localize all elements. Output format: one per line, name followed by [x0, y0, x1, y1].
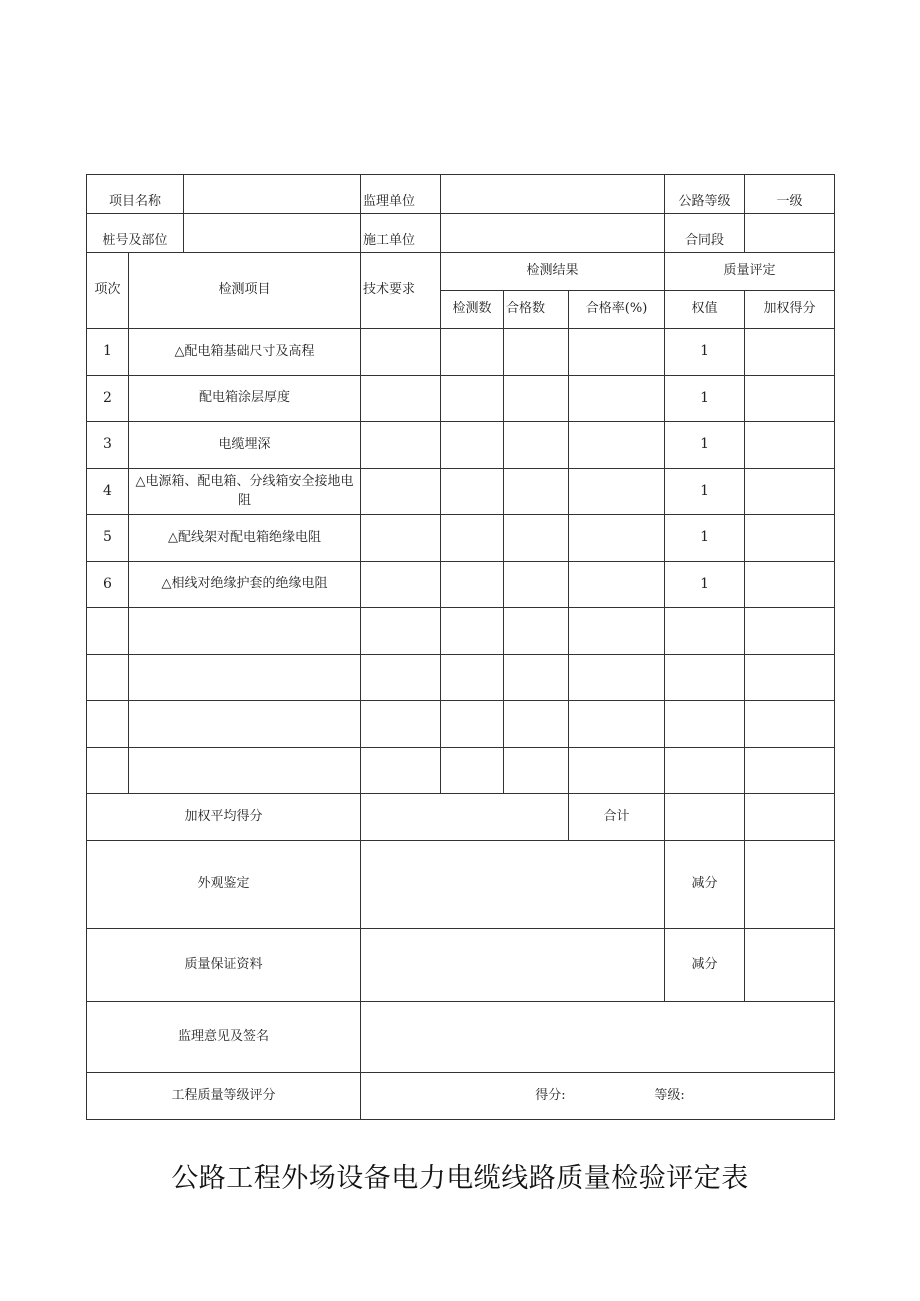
weighted-avg-label: 加权平均得分 — [87, 794, 361, 841]
col-quality-eval: 质量评定 — [665, 253, 835, 291]
weight-cell: 1 — [665, 515, 745, 562]
grade-eval-label: 工程质量等级评分 — [87, 1073, 361, 1120]
weighted-average-row — [87, 794, 835, 841]
contract-section-label: 合同段 — [665, 214, 745, 253]
checked-count-cell[interactable] — [441, 562, 504, 608]
empty-row — [87, 748, 835, 794]
empty-row — [87, 655, 835, 701]
qa-docs-row — [87, 929, 835, 1002]
passed-count-cell[interactable] — [504, 469, 569, 515]
table-row — [87, 376, 835, 422]
grade-eval-field[interactable] — [361, 1073, 835, 1120]
empty-row — [87, 608, 835, 655]
pass-rate-cell[interactable] — [569, 469, 665, 515]
appearance-row — [87, 841, 835, 929]
contract-section-field[interactable] — [745, 214, 835, 253]
weighted-score-cell[interactable] — [745, 562, 835, 608]
deduction-label: 减分 — [665, 929, 745, 1002]
deduction-field[interactable] — [745, 841, 835, 929]
total-label: 合计 — [569, 794, 665, 841]
page-title: 公路工程外场设备电力电缆线路质量检验评定表 — [171, 1163, 749, 1194]
item-name: △配线架对配电箱绝缘电阻 — [129, 515, 361, 562]
tech-req-cell[interactable] — [361, 515, 441, 562]
road-grade-value[interactable]: 一级 — [745, 175, 835, 214]
checked-count-cell[interactable] — [441, 515, 504, 562]
item-no: 6 — [87, 562, 129, 608]
tech-req-cell[interactable] — [361, 422, 441, 469]
passed-count-cell[interactable] — [504, 515, 569, 562]
item-no: 1 — [87, 329, 129, 376]
table-row — [87, 469, 835, 515]
weighted-score-cell[interactable] — [745, 469, 835, 515]
project-name-label: 项目名称 — [87, 175, 184, 214]
deduction-field[interactable] — [745, 929, 835, 1002]
pass-rate-cell[interactable] — [569, 515, 665, 562]
tech-req-cell[interactable] — [361, 469, 441, 515]
weighted-score-cell[interactable] — [745, 515, 835, 562]
weight-cell: 1 — [665, 376, 745, 422]
construction-unit-field[interactable] — [441, 214, 665, 253]
col-results: 检测结果 — [441, 253, 665, 291]
road-grade-label: 公路等级 — [665, 175, 745, 214]
tech-req-cell[interactable] — [361, 562, 441, 608]
item-name: △配电箱基础尺寸及高程 — [129, 329, 361, 376]
weighted-score-cell[interactable] — [745, 329, 835, 376]
appearance-label: 外观鉴定 — [87, 841, 361, 929]
item-name: 电缆埋深 — [129, 422, 361, 469]
table-row — [87, 562, 835, 608]
item-name: △相线对绝缘护套的绝缘电阻 — [129, 562, 361, 608]
item-no: 2 — [87, 376, 129, 422]
empty-row — [87, 701, 835, 748]
passed-count-cell[interactable] — [504, 422, 569, 469]
item-no: 3 — [87, 422, 129, 469]
header-row-2 — [87, 214, 835, 253]
col-weight: 权值 — [665, 291, 745, 329]
checked-count-cell[interactable] — [441, 376, 504, 422]
tech-req-cell[interactable] — [361, 376, 441, 422]
deduction-label: 减分 — [665, 841, 745, 929]
header-row-1 — [87, 175, 835, 214]
grade-label: 等级: — [654, 1087, 685, 1103]
table-row — [87, 515, 835, 562]
station-label: 桩号及部位 — [87, 214, 184, 253]
col-item: 检测项目 — [129, 253, 361, 329]
total-score-field[interactable] — [745, 794, 835, 841]
supervisor-unit-label: 监理单位 — [361, 175, 441, 214]
supervisor-opinion-label: 监理意见及签名 — [87, 1002, 361, 1073]
construction-unit-label: 施工单位 — [361, 214, 441, 253]
pass-rate-cell[interactable] — [569, 422, 665, 469]
weighted-avg-field[interactable] — [361, 794, 569, 841]
appearance-field[interactable] — [361, 841, 665, 929]
col-weighted-score: 加权得分 — [745, 291, 835, 329]
passed-count-cell[interactable] — [504, 376, 569, 422]
grade-eval-row — [87, 1073, 835, 1120]
total-field[interactable] — [665, 794, 745, 841]
weighted-score-cell[interactable] — [745, 376, 835, 422]
item-no: 4 — [87, 469, 129, 515]
supervisor-unit-field[interactable] — [441, 175, 665, 214]
weighted-score-cell[interactable] — [745, 422, 835, 469]
pass-rate-cell[interactable] — [569, 376, 665, 422]
supervisor-opinion-field[interactable] — [361, 1002, 835, 1073]
project-name-field[interactable] — [184, 175, 361, 214]
weight-cell: 1 — [665, 469, 745, 515]
supervisor-opinion-row — [87, 1002, 835, 1073]
col-passed-count: 合格数 — [504, 291, 569, 329]
qa-docs-field[interactable] — [361, 929, 665, 1002]
passed-count-cell[interactable] — [504, 329, 569, 376]
checked-count-cell[interactable] — [441, 469, 504, 515]
station-field[interactable] — [184, 214, 361, 253]
item-no: 5 — [87, 515, 129, 562]
col-pass-rate: 合格率(%) — [569, 291, 665, 329]
col-checked-count: 检测数 — [441, 291, 504, 329]
table-row — [87, 422, 835, 469]
checked-count-cell[interactable] — [441, 422, 504, 469]
weight-cell: 1 — [665, 422, 745, 469]
item-name: △电源箱、配电箱、分线箱安全接地电阻 — [129, 469, 361, 515]
quality-evaluation-table — [86, 174, 835, 1120]
weight-cell: 1 — [665, 562, 745, 608]
qa-docs-label: 质量保证资料 — [87, 929, 361, 1002]
col-item-no: 项次 — [87, 253, 129, 329]
score-label: 得分: — [535, 1087, 566, 1103]
pass-rate-cell[interactable] — [569, 562, 665, 608]
item-name: 配电箱涂层厚度 — [129, 376, 361, 422]
column-header-row-1 — [87, 253, 835, 291]
table-row — [87, 329, 835, 376]
pass-rate-cell[interactable] — [569, 329, 665, 376]
passed-count-cell[interactable] — [504, 562, 569, 608]
tech-req-cell[interactable] — [361, 329, 441, 376]
weight-cell: 1 — [665, 329, 745, 376]
col-tech-req: 技术要求 — [361, 253, 441, 329]
checked-count-cell[interactable] — [441, 329, 504, 376]
